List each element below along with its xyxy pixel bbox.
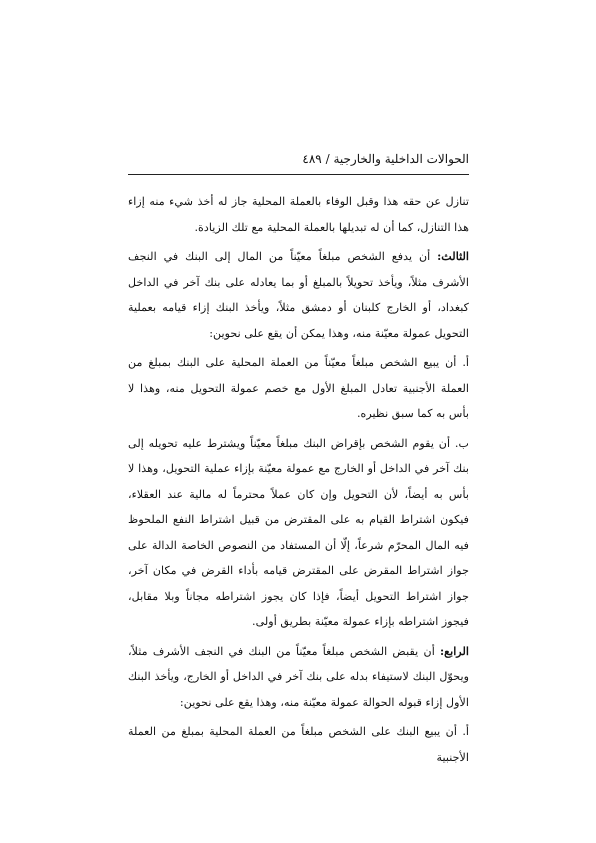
page-number: ٤٨٩ xyxy=(302,152,322,166)
paragraph-text: تنازل عن حقه هذا وقبل الوفاء بالعملة المحلية جاز له أخذ شيء منه إزاء هذا التنازل، كما أن له تبديلها بالعملة المحلية مع تلك الزيادة. xyxy=(128,195,469,234)
paragraph xyxy=(128,189,469,240)
paragraph-text: أن يقبض الشخص مبلغاً معيّناً من البنك في النجف الأشرف مثلاً، ويحوّل البنك لاستيفاء بدله على بنك آخر في الداخل أو الخارج، ويأخذ البنك الأول إزاء قبوله الحوالة عمولة معيّنة منه، وهذا يقع على نحوين: xyxy=(128,644,469,709)
paragraph xyxy=(128,719,469,770)
paragraph xyxy=(128,244,469,346)
header-separator: / xyxy=(325,152,330,166)
running-header xyxy=(128,150,469,175)
paragraph-text: أن يدفع الشخص مبلغاً معيّناً من المال إلى البنك في النجف الأشرف مثلاً، ويأخذ تحويلاً بالمبلغ أو بما يعادله على بنك آخر في الداخل كبغداد، أو الخارج كلبنان أو دمشق مثلاً، ويأخذ البنك إزاء قيامه بعملية التحويل عمولة معيّنة منه، وهذا يمكن أن يقع على نحوين: xyxy=(128,250,469,340)
chapter-title: الحوالات الداخلية والخارجية xyxy=(333,152,469,166)
document-page xyxy=(128,150,469,774)
paragraph-text: أ. أن يبيع البنك على الشخص مبلغاً من العملة المحلية بمبلغ من العملة الأجنبية xyxy=(128,725,469,764)
body-text xyxy=(128,189,469,770)
paragraph xyxy=(128,431,469,635)
paragraph-text: أ. أن يبيع الشخص مبلغاً معيّناً من العملة المحلية على البنك بمبلغ من العملة الأجنبية تعادل المبلغ الأول مع خصم عمولة التحويل منه، وهذا لا بأس به كما سبق نظيره. xyxy=(128,356,469,420)
paragraph xyxy=(128,639,469,716)
paragraph-label: الرابع: xyxy=(440,643,469,658)
paragraph-label: الثالث: xyxy=(437,249,469,263)
paragraph xyxy=(128,350,469,427)
paragraph-text: ب. أن يقوم الشخص بإقراض البنك مبلغاً معيّناً ويشترط عليه تحويله إلى بنك آخر في الداخل أو الخارج مع عمولة معيّنة بإزاء عملية التحويل، وهذا لا بأس به أيضاً، لأن التحويل وإن كان عملاً محترماً له مالية عند العقلاء، فيكون اشتراط القيام به على المقترض من قبيل اشتراط النفع الملحوظ فيه المال المحرّم شرعاً، إلّا أن المستفاد من النصوص الخاصة الدالة على جواز اشتراط المقرض على المقترض قيامه بأداء القرض في مكان آخر، جواز اشتراط التحويل أيضاً، فإذا كان يجوز اشتراطه مجاناً وبلا مقابل، فيجوز اشتراطه بإزاء عمولة معيّنة بطريق أولى. xyxy=(128,436,469,628)
header-title-line xyxy=(302,152,469,166)
